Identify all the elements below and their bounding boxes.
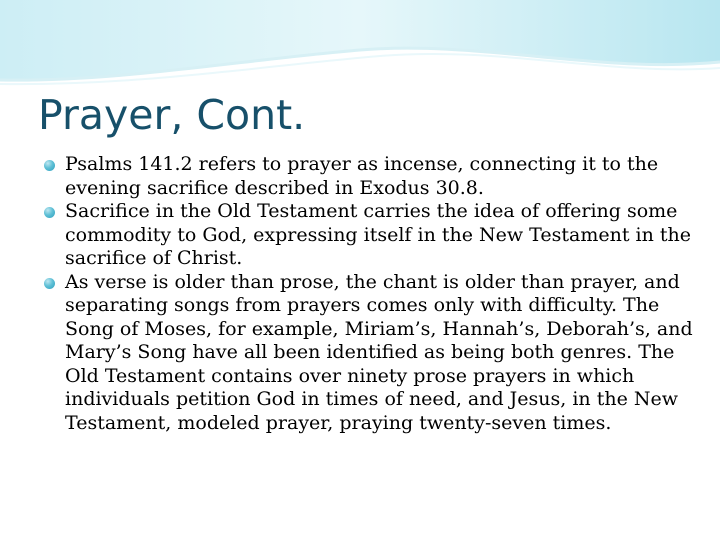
bullet-text: Psalms 141.2 refers to prayer as incense, connecting it to the evening sacrifice described in Exodus 30.8.	[65, 153, 659, 199]
bullet-dot-icon	[44, 160, 55, 171]
bullet-text: Sacrifice in the Old Testament carries the idea of offering some commodity to God, expressing itself in the New Testament in the sacrifice of Christ.	[65, 200, 691, 269]
slide-title: Prayer, Cont.	[38, 91, 306, 139]
bullet-item	[40, 271, 700, 436]
decorative-header-band	[0, 0, 720, 90]
bullet-item	[40, 200, 700, 271]
bullet-dot-icon	[44, 278, 55, 289]
bullet-text: As verse is older than prose, the chant is older than prayer, and separating songs from prayers comes only with difficulty. The Song of Moses, for example, Miriam’s, Hannah’s, Deborah’s, and Mary’s Song have all been identified as being both genres. The Old Testament contains over ninety prose prayers in which individuals petition God in times of need, and Jesus, in the New Testament, modeled prayer, praying twenty-seven times.	[65, 270, 693, 434]
bullet-dot-icon	[44, 207, 55, 218]
bullet-list	[40, 153, 700, 435]
wave-decoration	[0, 0, 720, 90]
bullet-item	[40, 153, 700, 200]
